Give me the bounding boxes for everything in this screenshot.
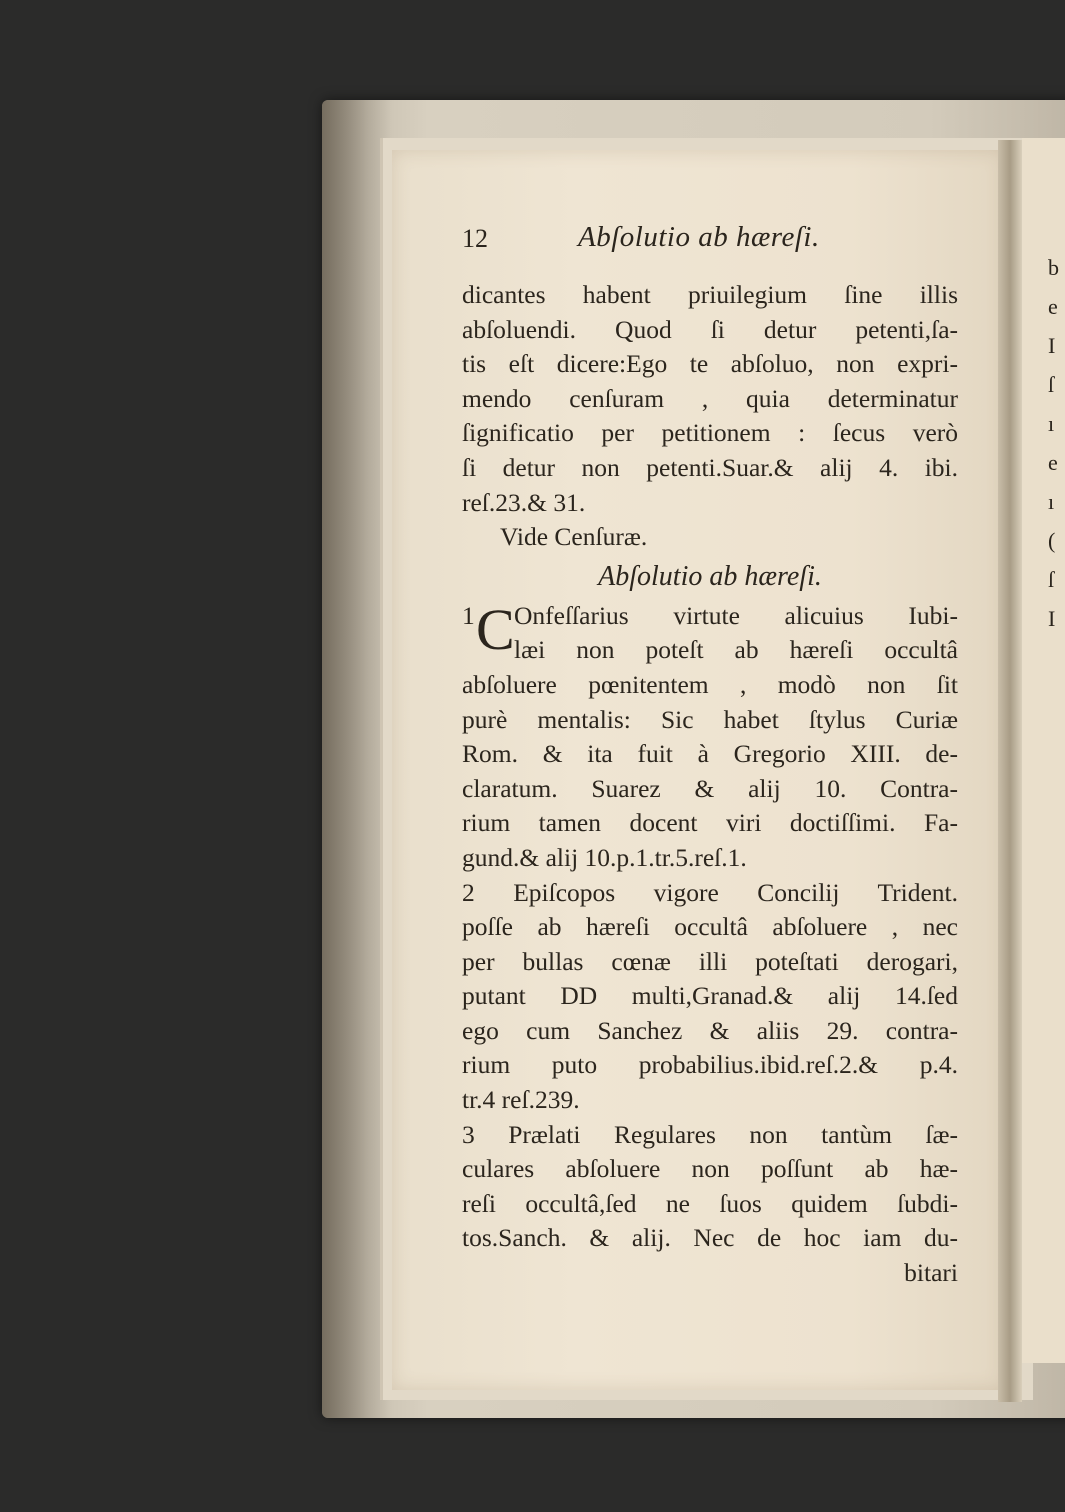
- text-line: per bullas cœnæ illi poteſtati derogari,: [462, 946, 958, 976]
- text-line: abſoluendi. Quod ſi detur petenti,ſa-: [462, 314, 958, 344]
- text-line: culares abſoluere non poſſunt ab hæ-: [462, 1154, 958, 1184]
- cross-reference: Vide Cenſuræ.: [500, 522, 648, 552]
- text-line: dicantes habent priuilegium ſine illis: [462, 280, 958, 309]
- text-line: rium puto probabilius.ibid.reſ.2.& p.4.: [462, 1050, 958, 1080]
- text-line: ego cum Sanchez & aliis 29. contra-: [462, 1015, 958, 1045]
- text-line: abſoluere pœnitentem , modò non ſit: [462, 669, 958, 699]
- text-line: ſi detur non petenti.Suar.& alij 4. ibi.: [462, 452, 958, 482]
- facing-letter: b: [1048, 255, 1059, 280]
- text-line: putant DD multi,Granad.& alij 14.ſed: [462, 981, 958, 1011]
- section-title: Abſolutio ab hæreſi.: [598, 560, 822, 592]
- text-line: rium tamen docent viri doctiſſimi. Fa-: [462, 808, 958, 838]
- catchword: bitari: [904, 1258, 958, 1288]
- paragraph-2: [462, 876, 958, 1118]
- text-line: læi non poteſt ab hæreſi occultâ: [514, 635, 958, 665]
- facing-letter: ı: [1048, 411, 1055, 436]
- facing-letter: (: [1048, 528, 1056, 553]
- running-head: [462, 222, 958, 264]
- text-line: claratum. Suarez & alij 10. Contra-: [462, 773, 958, 803]
- paragraph-3: [462, 1118, 958, 1256]
- facing-page-letters: [1048, 248, 1059, 638]
- drop-cap: C: [476, 596, 515, 662]
- paragraph-continued: [462, 278, 958, 520]
- text-line: ſignificatio per petitionem : ſecus verò: [462, 418, 958, 448]
- text-line: gund.& alij 10.p.1.tr.5.reſ.1.: [462, 842, 747, 872]
- text-line: Rom. & ita fuit à Gregorio XIII. de-: [462, 739, 958, 769]
- facing-letter: ſ: [1048, 567, 1055, 592]
- text-line: reſ.23.& 31.: [462, 487, 586, 517]
- facing-letter: I: [1048, 333, 1056, 358]
- running-head-title: Abſolutio ab hæreſi.: [578, 221, 820, 253]
- text-line: reſi occultâ,ſed ne ſuos quidem ſubdi-: [462, 1188, 958, 1218]
- text-line: Onfeſſarius virtute alicuius Iubi-: [514, 600, 958, 630]
- text-line: tr.4 reſ.239.: [462, 1085, 580, 1115]
- paragraph-number: 1: [462, 600, 475, 630]
- page-number: 12: [462, 224, 488, 253]
- text-line: tis eſt dicere:Ego te abſoluo, non expri-: [462, 349, 958, 379]
- text-line: mendo cenſuram , quia determinatur: [462, 383, 958, 413]
- text-line: 2 Epiſcopos vigore Concilij Trident.: [462, 877, 958, 907]
- text-block: [462, 222, 958, 1291]
- text-line: purè mentalis: Sic habet ſtylus Curiæ: [462, 704, 958, 734]
- facing-letter: e: [1048, 450, 1058, 475]
- text-line: 3 Prælati Regulares non tantùm ſæ-: [462, 1119, 958, 1149]
- facing-letter: e: [1048, 294, 1058, 319]
- text-line: poſſe ab hæreſi occultâ abſoluere , nec: [462, 912, 958, 942]
- facing-letter: ı: [1048, 489, 1055, 514]
- facing-letter: ſ: [1048, 372, 1055, 397]
- paragraph-1: [462, 596, 958, 876]
- facing-letter: I: [1048, 606, 1056, 631]
- gutter: [998, 140, 1022, 1402]
- text-line: tos.Sanch. & alij. Nec de hoc iam du-: [462, 1223, 958, 1253]
